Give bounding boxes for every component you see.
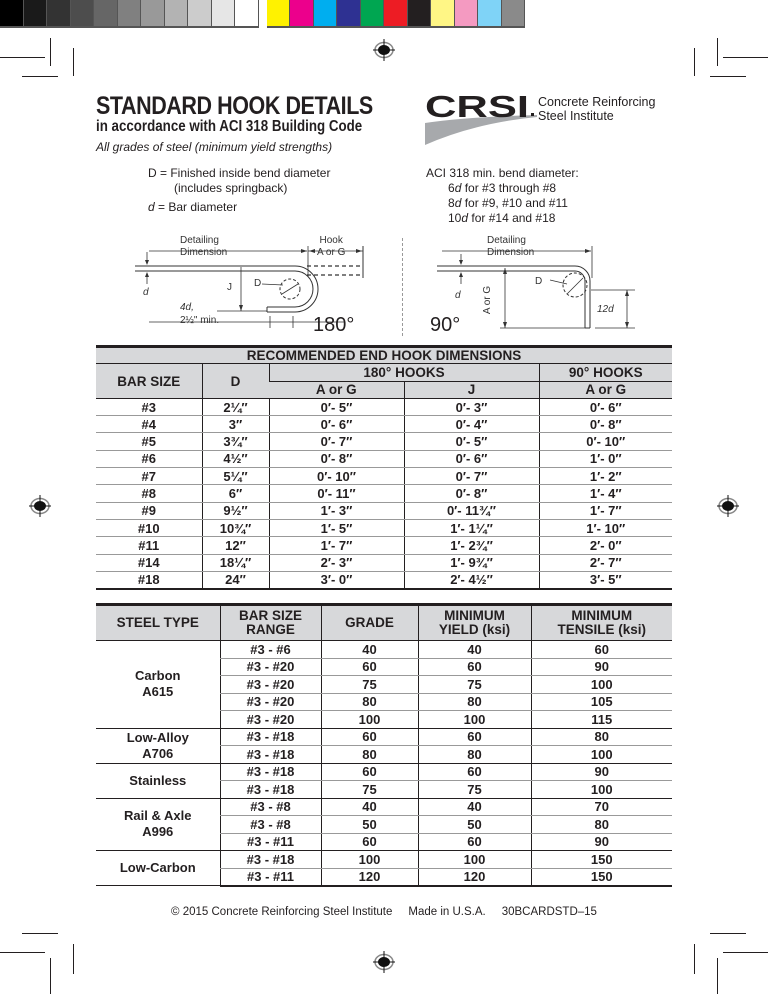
color-swatch — [24, 0, 48, 26]
col-bar-size-range: BAR SIZE RANGE — [220, 605, 321, 641]
J-cell: 0′- 4″ — [404, 416, 539, 433]
min-tensile-cell: 100 — [531, 676, 672, 694]
definition-D-line1: D = Finished inside bend diameter — [148, 166, 331, 180]
D-cell: 24″ — [202, 571, 269, 588]
definition-D — [148, 166, 330, 196]
A-or-G-90-cell: 1′- 7″ — [539, 502, 672, 519]
table-row — [96, 641, 672, 659]
grades-note: All grades of steel (minimum yield strengths) — [96, 140, 333, 154]
grade-cell: 100 — [321, 851, 418, 869]
color-swatch — [188, 0, 212, 26]
grade-cell: 60 — [321, 728, 418, 746]
min-yield-cell: 80 — [418, 693, 531, 711]
grade-cell: 80 — [321, 746, 418, 764]
bar-size-range-cell: #3 - #8 — [220, 798, 321, 816]
color-swatch — [118, 0, 142, 26]
crsi-name — [538, 95, 655, 123]
J-cell: 0′- 3″ — [404, 398, 539, 415]
bar-size-cell: #14 — [96, 554, 202, 571]
table-row — [96, 485, 672, 502]
definition-D-line2: (includes springback) — [174, 181, 288, 195]
logo-name-line1: Concrete Reinforcing — [538, 95, 656, 109]
D-cell: 3¾″ — [202, 433, 269, 450]
bar-diameter-label: d — [143, 287, 149, 298]
bar-size-range-cell: #3 - #20 — [220, 711, 321, 729]
col-steel-type: STEEL TYPE — [96, 605, 220, 641]
D-cell: 5¼″ — [202, 468, 269, 485]
hook-90-diagram — [425, 232, 645, 340]
D-cell: 3″ — [202, 416, 269, 433]
bar-size-cell: #9 — [96, 502, 202, 519]
bend-title: ACI 318 min. bend diameter: — [426, 166, 579, 180]
color-swatch — [502, 0, 526, 26]
min-yield-cell: 120 — [418, 868, 531, 886]
steel-type-cell: Rail & Axle A996 — [96, 798, 220, 851]
bar-size-range-cell: #3 - #18 — [220, 851, 321, 869]
min-yield-cell: 100 — [418, 851, 531, 869]
min-tensile-cell: 90 — [531, 833, 672, 851]
col-bar-size: BAR SIZE — [96, 364, 202, 399]
table-row — [96, 728, 672, 746]
page-title: STANDARD HOOK DETAILS — [96, 92, 373, 120]
color-swatch — [165, 0, 189, 26]
table-row — [96, 798, 672, 816]
footer — [0, 906, 768, 918]
bar-size-range-cell: #3 - #18 — [220, 781, 321, 799]
min-yield-cell: 60 — [418, 728, 531, 746]
min-yield-cell: 50 — [418, 816, 531, 834]
D-label: D — [254, 278, 262, 289]
col-min-yield: MINIMUM YIELD (ksi) — [418, 605, 531, 641]
A-or-G-90-cell: 3′- 5″ — [539, 571, 672, 588]
hook-table-title: RECOMMENDED END HOOK DIMENSIONS — [96, 347, 672, 364]
A-or-G-180-cell: 0′- 10″ — [269, 468, 404, 485]
bar-size-range-cell: #3 - #11 — [220, 868, 321, 886]
footer-copyright: © 2015 Concrete Reinforcing Steel Institute — [171, 906, 393, 918]
bar-size-range-cell: #3 - #8 — [220, 816, 321, 834]
table-row — [96, 468, 672, 485]
grade-cell: 80 — [321, 693, 418, 711]
color-swatch — [267, 0, 291, 26]
definition-d — [148, 200, 237, 215]
J-cell: 2′- 4½″ — [404, 571, 539, 588]
min-yield-cell: 80 — [418, 746, 531, 764]
bar-size-cell: #7 — [96, 468, 202, 485]
col-min-tensile: MINIMUM TENSILE (ksi) — [531, 605, 672, 641]
detailing-dimension-label: Detailing Dimension — [180, 235, 228, 258]
extension-12d-label: 12d — [597, 304, 614, 315]
color-swatch — [94, 0, 118, 26]
D-cell: 18¼″ — [202, 554, 269, 571]
color-swatch — [361, 0, 385, 26]
color-swatches — [267, 0, 526, 28]
color-swatch — [141, 0, 165, 26]
color-swatch — [384, 0, 408, 26]
d-text: = Bar diameter — [154, 200, 238, 214]
hook-label: Hook A or G — [317, 235, 346, 258]
registration-mark-icon — [372, 38, 396, 62]
A-or-G-90-cell: 0′- 8″ — [539, 416, 672, 433]
col-J: J — [404, 381, 539, 398]
A-or-G-180-cell: 3′- 0″ — [269, 571, 404, 588]
A-or-G-90-cell: 1′- 0″ — [539, 450, 672, 467]
color-swatch — [290, 0, 314, 26]
extension-min-label: 2½" min. — [180, 315, 220, 326]
A-or-G-90-cell: 2′- 0″ — [539, 537, 672, 554]
A-or-G-180-cell: 0′- 6″ — [269, 416, 404, 433]
min-tensile-cell: 80 — [531, 728, 672, 746]
D-label: D — [535, 276, 543, 287]
min-yield-cell: 100 — [418, 711, 531, 729]
table-row — [96, 571, 672, 588]
color-swatch — [314, 0, 338, 26]
min-yield-cell: 75 — [418, 781, 531, 799]
hook-180-drawing-icon — [135, 232, 405, 340]
min-yield-cell: 40 — [418, 641, 531, 659]
min-tensile-cell: 60 — [531, 641, 672, 659]
A-or-G-90-cell: 1′- 10″ — [539, 519, 672, 536]
bar-size-cell: #4 — [96, 416, 202, 433]
steel-types-table — [96, 603, 672, 887]
A-or-G-90-cell: 2′- 7″ — [539, 554, 672, 571]
col-group-90: 90° HOOKS — [539, 364, 672, 381]
J-cell: 0′- 11¾″ — [404, 502, 539, 519]
table-row — [96, 519, 672, 536]
min-tensile-cell: 90 — [531, 658, 672, 676]
color-swatch — [337, 0, 361, 26]
col-D: D — [202, 364, 269, 399]
table-row — [96, 537, 672, 554]
registration-mark-icon — [716, 494, 740, 518]
color-swatch — [0, 0, 24, 26]
bar-size-cell: #6 — [96, 450, 202, 467]
footer-made-in: Made in U.S.A. — [408, 906, 486, 918]
bend-rule: 8d for #9, #10 and #11 — [448, 196, 568, 210]
min-tensile-cell: 100 — [531, 746, 672, 764]
d-symbol: d — [148, 200, 155, 214]
steel-type-cell: Stainless — [96, 763, 220, 798]
grade-cell: 120 — [321, 868, 418, 886]
grade-cell: 60 — [321, 763, 418, 781]
J-cell: 1′- 2¾″ — [404, 537, 539, 554]
A-or-G-90-cell: 1′- 4″ — [539, 485, 672, 502]
color-swatch — [431, 0, 455, 26]
grade-cell: 60 — [321, 833, 418, 851]
color-swatch — [478, 0, 502, 26]
table-row — [96, 433, 672, 450]
table-row — [96, 450, 672, 467]
min-yield-cell: 60 — [418, 833, 531, 851]
min-yield-cell: 75 — [418, 676, 531, 694]
bar-size-cell: #11 — [96, 537, 202, 554]
grade-cell: 100 — [321, 711, 418, 729]
bar-size-cell: #8 — [96, 485, 202, 502]
color-swatch — [235, 0, 259, 26]
min-yield-cell: 40 — [418, 798, 531, 816]
crsi-logo-icon — [425, 93, 537, 145]
min-tensile-cell: 80 — [531, 816, 672, 834]
min-yield-cell: 60 — [418, 763, 531, 781]
min-tensile-cell: 100 — [531, 781, 672, 799]
min-tensile-cell: 90 — [531, 763, 672, 781]
detailing-dimension-label: Detailing Dimension — [487, 235, 535, 258]
A-or-G-90-cell: 0′- 6″ — [539, 398, 672, 415]
hook-180-diagram — [135, 232, 405, 340]
color-swatch — [47, 0, 71, 26]
steel-type-cell: Low-Carbon — [96, 851, 220, 886]
min-tensile-cell: 105 — [531, 693, 672, 711]
col-grade: GRADE — [321, 605, 418, 641]
grade-cell: 75 — [321, 676, 418, 694]
grade-cell: 40 — [321, 641, 418, 659]
bar-diameter-label: d — [455, 290, 461, 301]
color-swatch — [212, 0, 236, 26]
color-swatch — [455, 0, 479, 26]
print-color-bar — [0, 0, 768, 28]
table-row — [96, 398, 672, 415]
col-A-or-G-180: A or G — [269, 381, 404, 398]
J-cell: 0′- 6″ — [404, 450, 539, 467]
A-or-G-180-cell: 1′- 7″ — [269, 537, 404, 554]
J-cell: 1′- 9¾″ — [404, 554, 539, 571]
col-group-180: 180° HOOKS — [269, 364, 539, 381]
table-row — [96, 763, 672, 781]
bar-size-range-cell: #3 - #6 — [220, 641, 321, 659]
A-or-G-90-cell: 0′- 10″ — [539, 433, 672, 450]
bar-size-range-cell: #3 - #11 — [220, 833, 321, 851]
J-cell: 0′- 7″ — [404, 468, 539, 485]
J-cell: 0′- 8″ — [404, 485, 539, 502]
A-or-G-180-cell: 0′- 7″ — [269, 433, 404, 450]
bar-size-range-cell: #3 - #20 — [220, 658, 321, 676]
bend-rule: 6d for #3 through #8 — [448, 181, 557, 195]
A-or-G-180-cell: 0′- 8″ — [269, 450, 404, 467]
grade-cell: 50 — [321, 816, 418, 834]
grade-cell: 75 — [321, 781, 418, 799]
A-or-G-90-cell: 1′- 2″ — [539, 468, 672, 485]
D-cell: 4½″ — [202, 450, 269, 467]
bend-rule: 10d for #14 and #18 — [448, 211, 556, 225]
D-cell: 12″ — [202, 537, 269, 554]
color-swatch — [408, 0, 432, 26]
table-row — [96, 554, 672, 571]
steel-type-cell: Low-Alloy A706 — [96, 728, 220, 763]
bar-size-cell: #3 — [96, 398, 202, 415]
registration-mark-icon — [372, 950, 396, 974]
bar-size-cell: #18 — [96, 571, 202, 588]
bar-size-range-cell: #3 - #18 — [220, 746, 321, 764]
A-or-G-180-cell: 0′- 5″ — [269, 398, 404, 415]
J-cell: 1′- 1¼″ — [404, 519, 539, 536]
logo-name-line2: Steel Institute — [538, 109, 614, 123]
A-or-G-180-cell: 1′- 5″ — [269, 519, 404, 536]
footer-code: 30BCARDSTD–15 — [501, 906, 597, 918]
D-cell: 10¾″ — [202, 519, 269, 536]
grade-cell: 60 — [321, 658, 418, 676]
steel-type-cell: Carbon A615 — [96, 641, 220, 729]
table-row — [96, 416, 672, 433]
page-subtitle: in accordance with ACI 318 Building Code — [96, 118, 363, 135]
diagram-divider — [402, 238, 403, 336]
bar-size-range-cell: #3 - #20 — [220, 676, 321, 694]
J-cell: 0′- 5″ — [404, 433, 539, 450]
bar-size-cell: #10 — [96, 519, 202, 536]
min-tensile-cell: 150 — [531, 868, 672, 886]
min-yield-cell: 60 — [418, 658, 531, 676]
A-or-G-180-cell: 2′- 3″ — [269, 554, 404, 571]
min-tensile-cell: 115 — [531, 711, 672, 729]
grade-cell: 40 — [321, 798, 418, 816]
col-A-or-G-90: A or G — [539, 381, 672, 398]
bar-size-range-cell: #3 - #20 — [220, 693, 321, 711]
table-row — [96, 502, 672, 519]
angle-90-label: 90° — [430, 314, 461, 336]
bar-size-range-cell: #3 - #18 — [220, 728, 321, 746]
D-cell: 9½″ — [202, 502, 269, 519]
A-or-G-180-cell: 1′- 3″ — [269, 502, 404, 519]
bar-size-range-cell: #3 - #18 — [220, 763, 321, 781]
D-cell: 2¼″ — [202, 398, 269, 415]
angle-180-label: 180° — [313, 314, 355, 336]
bend-diameter-rules — [426, 166, 579, 226]
extension-label: 4d, — [180, 302, 194, 313]
bar-size-cell: #5 — [96, 433, 202, 450]
table-row — [96, 851, 672, 869]
svg-text:CRSI: CRSI — [425, 93, 529, 124]
min-tensile-cell: 70 — [531, 798, 672, 816]
hook-dimensions-table — [96, 345, 672, 590]
registration-mark-icon — [28, 494, 52, 518]
A-or-G-180-cell: 0′- 11″ — [269, 485, 404, 502]
grayscale-swatches — [0, 0, 259, 28]
D-cell: 6″ — [202, 485, 269, 502]
color-swatch — [71, 0, 95, 26]
J-label: J — [227, 282, 232, 293]
A-or-G-label: A or G — [482, 285, 494, 315]
min-tensile-cell: 150 — [531, 851, 672, 869]
